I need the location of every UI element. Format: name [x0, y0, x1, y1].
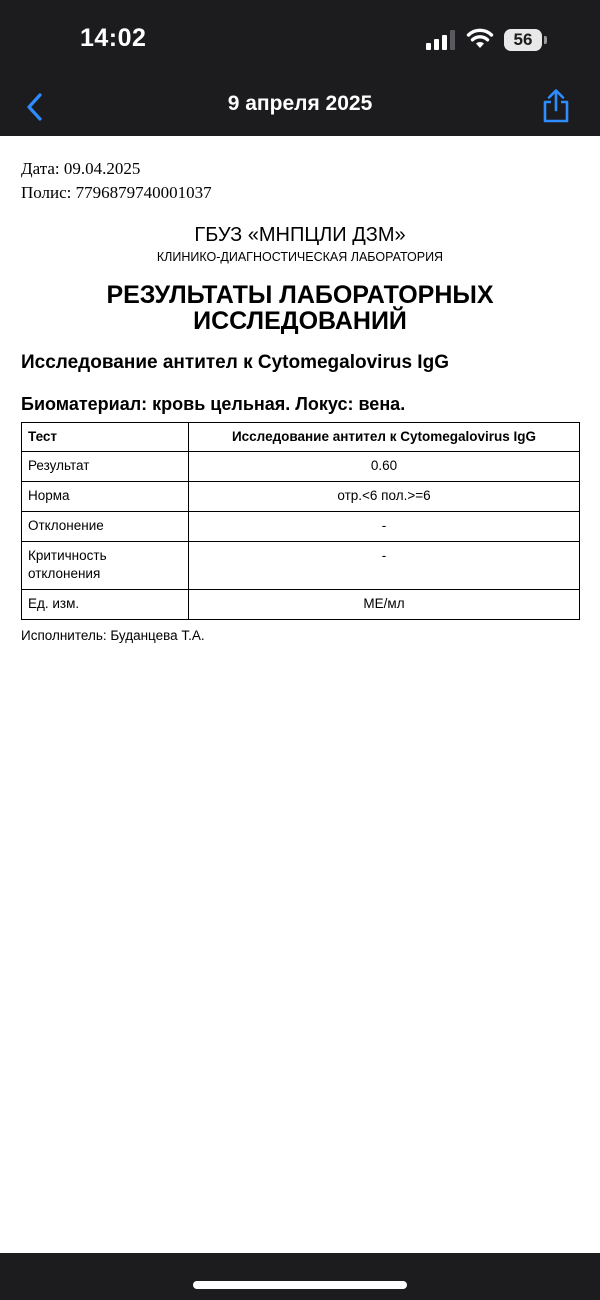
home-indicator[interactable] — [193, 1281, 407, 1289]
row-label — [22, 542, 189, 590]
table-row — [22, 512, 580, 542]
table-header-cell: Тест — [22, 423, 189, 452]
document-title — [60, 282, 540, 334]
row-label: Норма — [22, 482, 189, 512]
table-row — [22, 590, 580, 620]
row-label: Отклонение — [22, 512, 189, 542]
table-row — [22, 482, 580, 512]
document-page — [0, 136, 600, 1253]
row-label-line-1: Критичность — [28, 548, 107, 563]
status-bar — [0, 0, 600, 80]
document-date: Дата: 09.04.2025 — [21, 159, 141, 178]
share-button[interactable] — [540, 88, 572, 124]
row-label: Результат — [22, 452, 189, 482]
battery-icon: 56 — [504, 29, 542, 51]
document-title-line-2: ИССЛЕДОВАНИЙ — [193, 307, 407, 335]
status-time: 14:02 — [80, 24, 147, 52]
table-row — [22, 542, 580, 590]
row-value: - — [189, 542, 580, 590]
policy-number: Полис: 7796879740001037 — [21, 183, 212, 202]
executor-line: Исполнитель: Буданцева Т.А. — [21, 628, 205, 643]
share-icon — [540, 88, 572, 124]
row-label-line-2: отклонения — [28, 566, 101, 581]
document-title-line-1: РЕЗУЛЬТАТЫ ЛАБОРАТОРНЫХ — [106, 281, 494, 309]
table-row — [22, 452, 580, 482]
nav-title: 9 апреля 2025 — [227, 92, 373, 115]
row-value: - — [189, 512, 580, 542]
organization-subtitle: КЛИНИКО-ДИАГНОСТИЧЕСКАЯ ЛАБОРАТОРИЯ — [156, 250, 444, 264]
row-value: МЕ/мл — [189, 590, 580, 620]
nav-bar — [0, 80, 600, 136]
wifi-icon — [466, 27, 494, 49]
table-header-cell: Исследование антител к Cytomegalovirus IgG — [189, 423, 580, 452]
results-table — [21, 422, 580, 620]
row-value: отр.<6 пол.>=6 — [189, 482, 580, 512]
row-label: Ед. изм. — [22, 590, 189, 620]
biomaterial-line: Биоматериал: кровь цельная. Локус: вена. — [21, 394, 406, 414]
battery-tip — [544, 36, 547, 44]
study-title: Исследование антител к Cytomegalovirus IgG — [21, 352, 449, 373]
organization-name: ГБУЗ «МНПЦЛИ ДЗМ» — [194, 224, 406, 246]
signal-icon — [426, 30, 456, 50]
table-header-row — [22, 423, 580, 452]
row-value: 0.60 — [189, 452, 580, 482]
